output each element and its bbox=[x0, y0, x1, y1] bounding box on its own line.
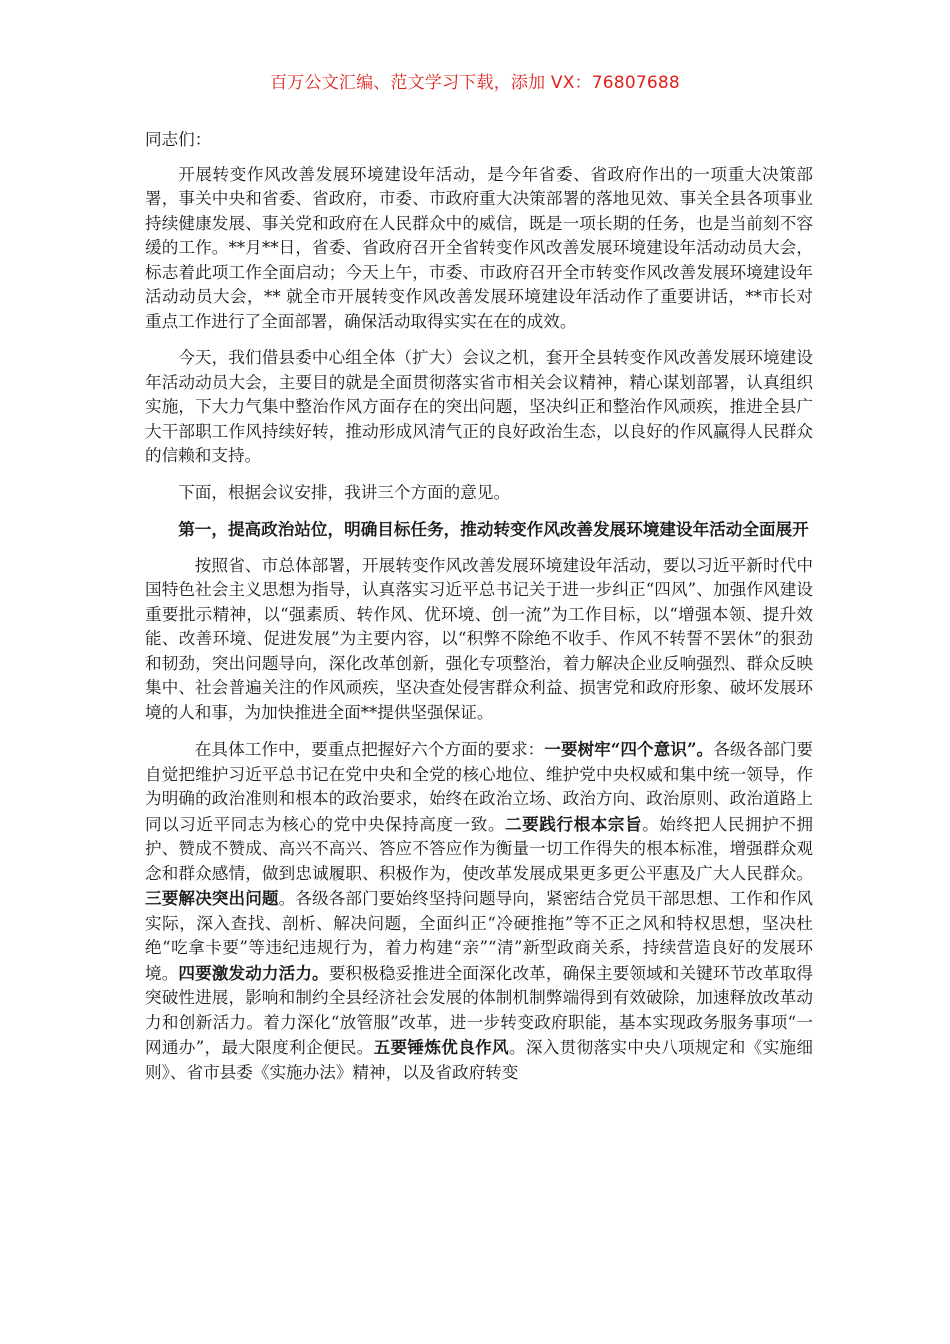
requirement-1-title: 一要树牢“四个意识”。 bbox=[544, 739, 714, 759]
paragraph-4: 按照省、市总体部署，开展转变作风改善发展环境建设年活动，要以习近平新时代中国特色社会主义思想为指导，认真落实习近平总书记关于进一步纠正“四风”、加强作风建设重要批示精神，以“强素质、转作风、优环境、创一流”为工作目标，以“增强本领、提升效能、改善环境、促进发展”为主要内容，以“积弊不除绝不收手、作风不转誓不罢休”的狠劲和韧劲，突出问题导向，深化改革创新，强化专项整治，着力解决企业反响强烈、群众反映集中、社会普遍关注的作风顽疾，坚决查处侵害群众利益、损害党和政府形象、破坏发展环境的人和事，为加快推进全面**提供坚强保证。 bbox=[145, 555, 813, 722]
requirement-4-title: 四要激发动力活力。 bbox=[178, 962, 329, 983]
requirement-5-text: 。深入贯彻落实中央八项规定和《实施细则》、省市县委《实施办法》精神，以及省政府转变 bbox=[145, 1038, 814, 1082]
paragraph-2: 今天，我们借县委中心组全体（扩大）会议之机，套开全县转变作风改善发展环境建设年活动动员大会，主要目的就是全面贯彻落实省市相关会议精神，精心谋划部署，认真组织实施，下大力气集中整治作风方面存在的突出问题，坚决纠正和整治作风顽疾，推进全县广大干部职工作风持续好转，推动形成风清气正的良好政治生态，以良好的作风赢得人民群众的信赖和支持。 bbox=[145, 348, 813, 465]
requirement-4-text: 要积极稳妥推进全面深化改革，确保主要领域和关键环节改革取得突破性进展，影响和制约全县经济社会发展的体制机制弊端得到有效破除，加速释放改革动力和创新活力。着力深化“放管服”改革，进一步转变政府职能，基本实现政务服务事项“一网通办”，最大限度利企便民。 bbox=[145, 963, 814, 1057]
requirement-5-title: 五要锤炼优良作风 bbox=[373, 1037, 509, 1057]
paragraph-5 bbox=[145, 737, 813, 1085]
document-body bbox=[145, 128, 813, 1097]
paragraph-1: 开展转变作风改善发展环境建设年活动，是今年省委、省政府作出的一项重大决策部署，事关中央和省委、省政府，市委、市政府重大决策部署的落地见效、事关全县各项事业持续健康发展、事关党和政府在人民群众中的威信，既是一项长期的任务，也是当前刻不容缓的工作。**月**日，省委、省政府召开全省转变作风改善发展环境建设年活动动员大会，标志着此项工作全面启动；今天上午，市委、市政府召开全市转变作风改善发展环境建设年活动动员大会，** 就全市开展转变作风改善发展环境建设年活动作了重要讲话，**市长对重点工作进行了全面部署，确保活动取得实实在在的成效。 bbox=[145, 164, 813, 331]
salutation: 同志们： bbox=[145, 130, 212, 149]
section-heading-1: 第一，提高政治站位，明确目标任务，推动转变作风改善发展环境建设年活动全面展开 bbox=[178, 519, 809, 539]
requirement-3-text: 。各级各部门要始终坚持问题导向，紧密结合党员干部思想、工作和作风实际，深入查找、剖析、解决问题，全面纠正“冷硬推拖”等不正之风和特权思想，坚决杜绝“吃拿卡要”等违纪违规行为，着力构建“亲”“清”新型政商关系，持续营造良好的发展环境。 bbox=[145, 889, 814, 983]
requirements-intro: 在具体工作中，要重点把握好六个方面的要求： bbox=[194, 740, 545, 759]
paragraph-3: 下面，根据会议安排，我讲三个方面的意见。 bbox=[178, 482, 511, 502]
requirement-1-text: 各级各部门要自觉把维护习近平总书记在党中央和全党的核心地位、维护党中央权威和集中统一领导，作为明确的政治准则和根本的政治要求，始终在政治立场、政治方向、政治原则、政治道路上同以习近平同志为核心的党中央保持高度一致。 bbox=[145, 740, 813, 834]
requirement-2-title: 二要践行根本宗旨 bbox=[505, 813, 643, 834]
requirement-2-text: 。始终把人民拥护不拥护、赞成不赞成、高兴不高兴、答应不答应作为衡量一切工作得失的根本标准，增强群众观念和群众感情，做到忠诚履职、积极作为，使改革发展成果更多更公平惠及广大人民群众。 bbox=[145, 814, 814, 883]
header-banner: 百万公文汇编、范文学习下载，添加 VX：76807688 bbox=[270, 73, 680, 93]
requirement-3-title: 三要解决突出问题 bbox=[145, 888, 279, 908]
